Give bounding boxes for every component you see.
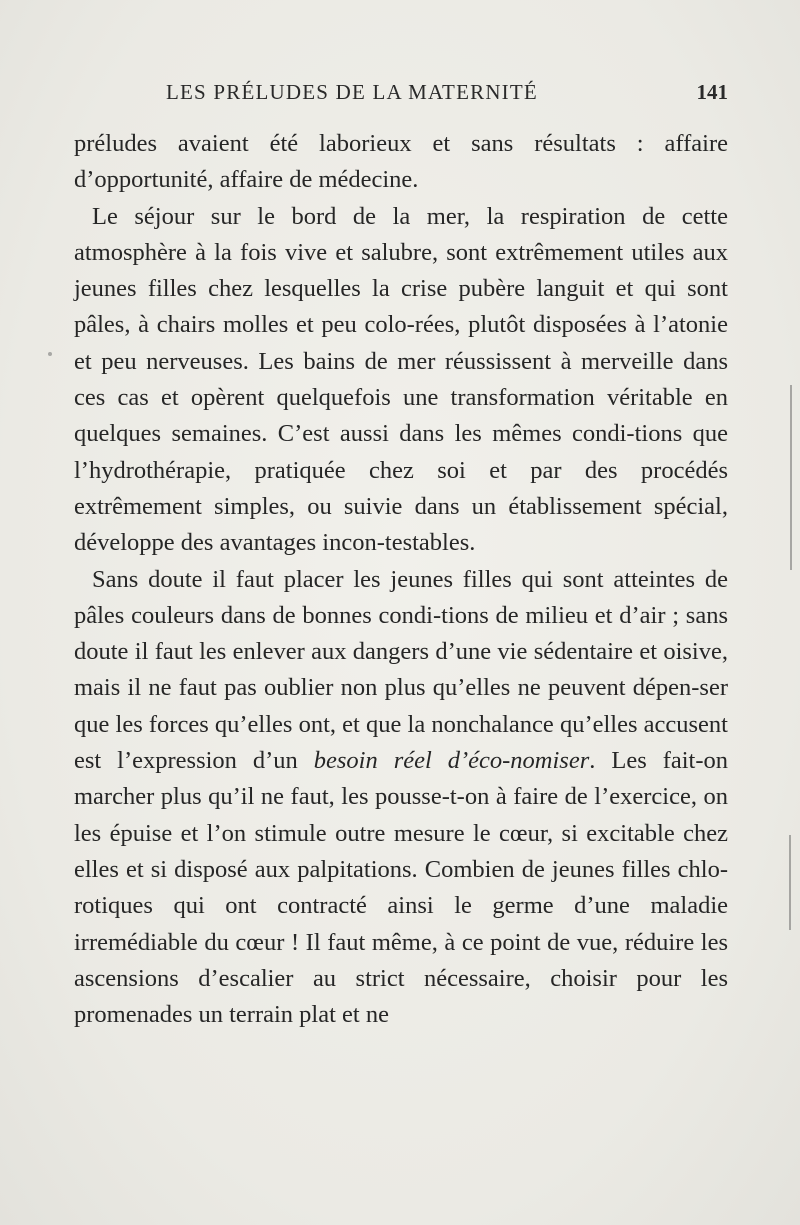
paragraph-3-emphasis: besoin réel d’éco-nomiser [313, 747, 590, 775]
paragraph-3-text-a: Sans doute il faut placer les jeunes filles qui sont atteintes de pâles couleurs dans de bonnes condi-tions de milieu et d’air ; sans doute il faut les enlever aux dangers d’une vie sédentaire et oisive, mais il ne faut pas oublier non plus qu’elles ne peuvent dépen-ser que les forces qu’elles ont, et que la nonchalance qu’elles accusent est l’expression d’un [74, 565, 728, 775]
margin-pencil-mark-upper [790, 385, 792, 570]
margin-pencil-mark-lower [789, 835, 791, 930]
page-header [74, 80, 728, 114]
paragraph-2: Le séjour sur le bord de la mer, la respiration de cette atmosphère à la fois vive et salubre, sont extrêmement utiles aux jeunes filles chez lesquelles la crise pubère languit et qui sont pâles, à chairs molles et peu colo-rées, plutôt disposées à l’atonie et peu nerveuses. Les bains de mer réussissent à merveille dans ces cas et opèrent quelquefois une transformation véritable en quelques semaines. C’est aussi dans les mêmes condi-tions que l’hydrothérapie, pratiquée chez soi et par des procédés extrêmement simples, ou suivie dans un établissement spécial, développe des avantages incon-testables. [74, 202, 728, 557]
page-number: 141 [696, 80, 728, 104]
paragraph-3 [74, 562, 728, 1034]
paragraph-3-text-b: . Les fait-on marcher plus qu’il ne faut, les pousse-t-on à faire de l’exercice, on les épuise et l’on stimule outre mesure le cœur, si excitable chez elles et si disposé aux palpitations. Combien de jeunes filles chlo-rotiques qui ont contracté ainsi le germe d’une maladie irremédiable du cœur ! Il faut même, à ce point de vue, réduire les ascensions d’escalier au strict nécessaire, choisir pour les promenades un terrain plat et ne [74, 747, 728, 1029]
body-text [74, 126, 728, 1033]
margin-dot [48, 352, 52, 356]
paragraph-1: préludes avaient été laborieux et sans résultats : affaire d’opportunité, affaire de médecine. [74, 130, 728, 194]
running-title: LES PRÉLUDES DE LA MATERNITÉ [166, 80, 538, 104]
